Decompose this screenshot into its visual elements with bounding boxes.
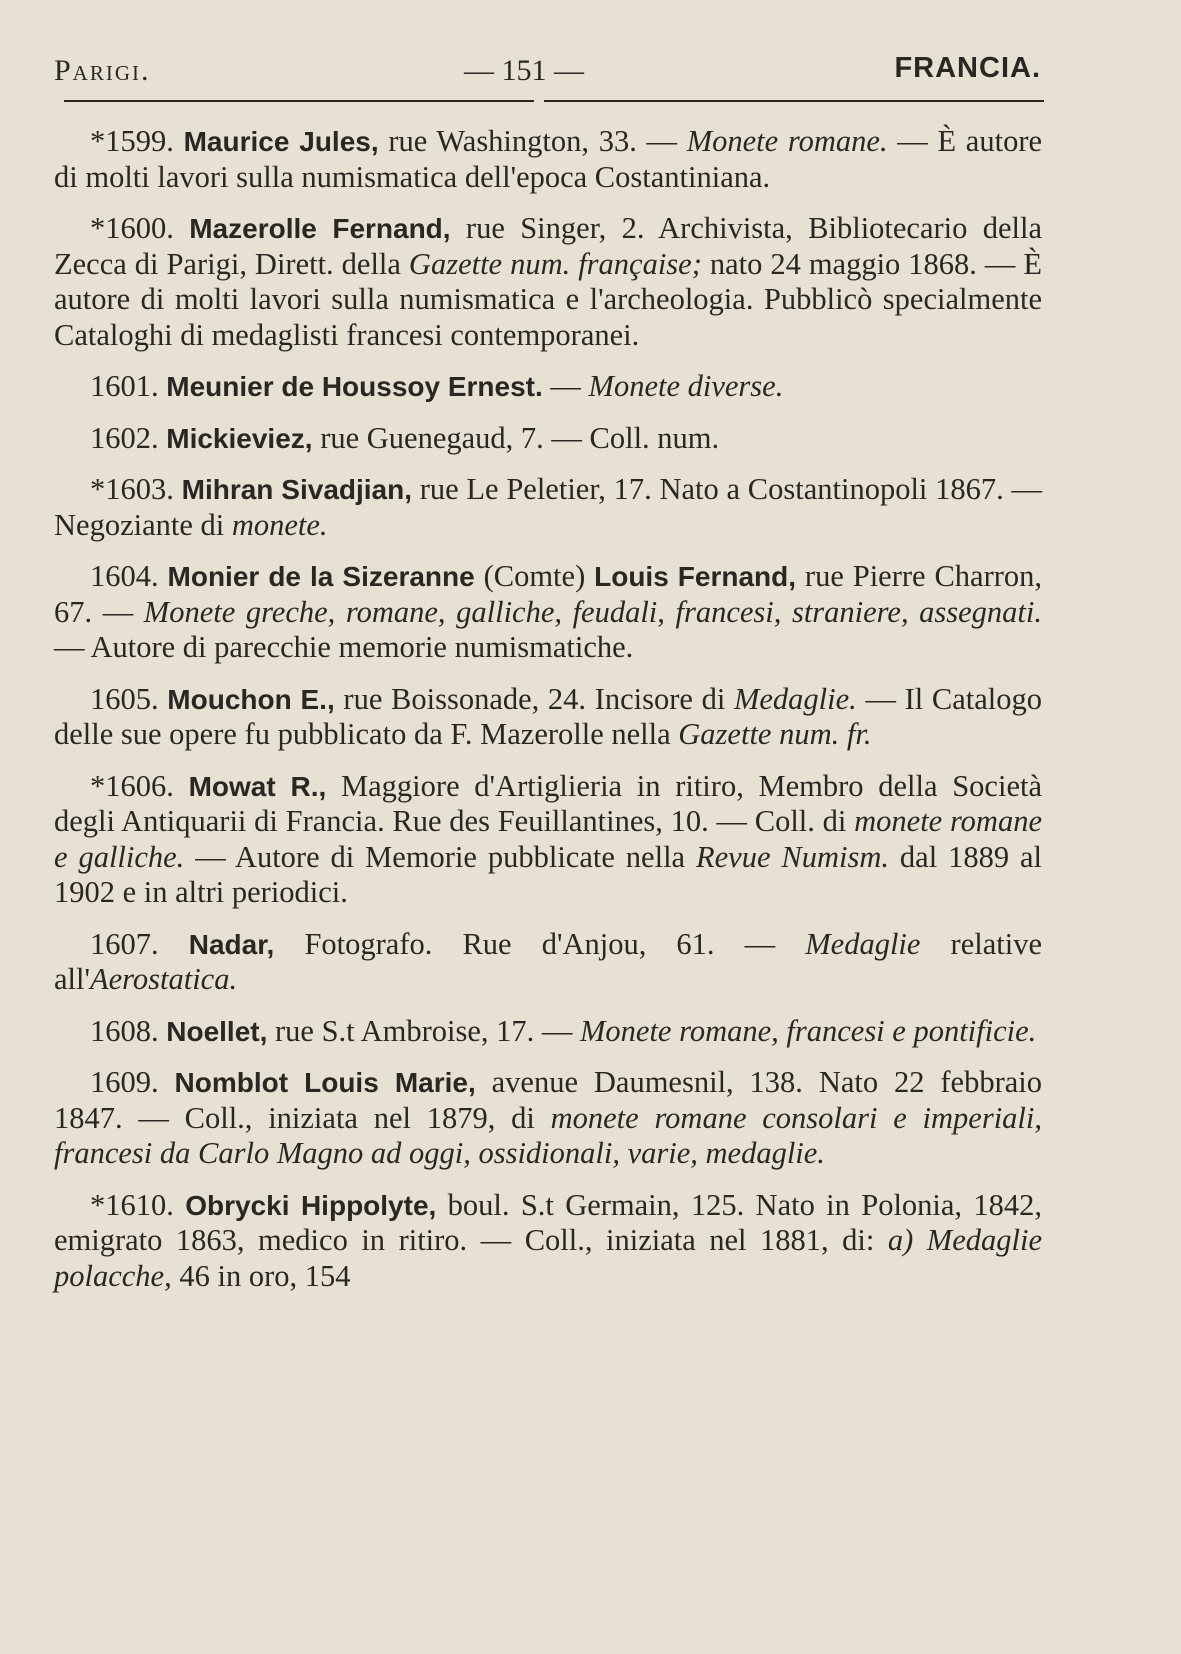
directory-entry xyxy=(54,927,1042,998)
entry-lead xyxy=(54,211,451,245)
entry-number: 1601. xyxy=(90,369,167,403)
entry-italic-text: Revue Numism. xyxy=(695,839,889,874)
entry-italic-text: monete romane e galliche. xyxy=(54,804,1042,874)
directory-entry xyxy=(54,211,1042,353)
entry-text: nato 24 maggio 1868. — È autore di molti lavori sulla numismatica e l'archeologia. Pubblicò specialmente Cataloghi di medaglisti francesi contemporanei. xyxy=(54,246,1042,352)
entry-number: 1604. xyxy=(90,559,168,593)
directory-entry xyxy=(54,559,1042,666)
entry-text: avenue Daumesnil, 138. Nato 22 febbraio 1847. — Coll., iniziata nel 1879, di xyxy=(54,1065,1043,1135)
entry-name: Maurice Jules, xyxy=(183,126,379,157)
directory-entry xyxy=(54,369,1042,405)
entry-text: 46 in oro, 154 xyxy=(171,1258,351,1293)
entry-lead xyxy=(54,1014,267,1048)
entry-name: Mihran Sivadjian, xyxy=(181,474,413,505)
header-city: Parigi. xyxy=(54,54,151,87)
directory-entry xyxy=(54,421,1042,457)
entry-number: 1607. xyxy=(90,926,189,961)
entry-list xyxy=(54,124,1042,1294)
entry-name-part: Louis Fernand, xyxy=(594,561,797,592)
directory-entry xyxy=(54,472,1042,543)
entry-italic-text: Monete romane, francesi e pontificie. xyxy=(580,1013,1037,1048)
entry-text: — Autore di parecchie memorie numismatiche. xyxy=(54,630,634,664)
entry-lead xyxy=(54,421,313,455)
header-country: FRANCIA. xyxy=(894,52,1041,84)
entry-number: 1605. xyxy=(90,681,168,716)
entry-italic-text: Gazette num. française; xyxy=(408,246,702,281)
entry-lead xyxy=(54,472,412,506)
entry-lead xyxy=(54,682,335,716)
entry-lead xyxy=(54,369,543,403)
entry-italic-text: Monete romane. xyxy=(686,124,888,158)
page-number: — 151 — xyxy=(464,54,584,87)
entry-italic-text: Monete greche, romane, galliche, feudali, francesi, straniere, assegnati. xyxy=(143,594,1042,629)
entry-number: *1603. xyxy=(90,472,182,506)
entry-number: *1599. xyxy=(90,124,184,158)
header-rule-right xyxy=(544,100,1044,102)
entry-name: Meunier de Houssoy Ernest. xyxy=(166,371,543,402)
entry-text: rue Washington, 33. — xyxy=(378,124,687,158)
entry-text: Maggiore d'Artiglieria in ritiro, Membro della Società degli Antiquarii di Francia. Rue des Feuillantines, 10. — Coll. di xyxy=(54,768,1042,838)
entry-text: rue Guenegaud, 7. — Coll. num. xyxy=(312,420,720,455)
entry-text: (Comte) xyxy=(474,559,595,593)
directory-entry xyxy=(54,124,1042,195)
entry-italic-text: Medaglie. xyxy=(733,681,857,716)
directory-entry xyxy=(54,1065,1042,1172)
entry-name: Mowat R., xyxy=(188,770,327,802)
entry-name: Monier de la Sizeranne xyxy=(167,561,475,592)
entry-name: Mouchon E., xyxy=(167,683,335,715)
entry-italic-text: Monete diverse. xyxy=(588,369,784,403)
entry-text: — xyxy=(542,369,589,403)
entry-lead xyxy=(54,1065,476,1099)
entry-italic-text: a) Medaglie polacche, xyxy=(54,1223,1042,1293)
entry-number: *1606. xyxy=(90,768,189,803)
directory-entry xyxy=(54,682,1042,753)
entry-lead xyxy=(54,559,475,593)
entry-text: — Autore di Memorie pubblicate nella xyxy=(184,839,696,874)
entry-lead xyxy=(54,927,274,961)
entry-text: Fotografo. Rue d'Anjou, 61. — xyxy=(274,926,806,961)
entry-text: — Il Catalogo delle sue opere fu pubblicato da F. Mazerolle nella xyxy=(54,681,1042,751)
entry-text: dal 1889 al 1902 e in altri periodici. xyxy=(54,839,1042,909)
entry-lead xyxy=(54,124,379,158)
directory-entry xyxy=(54,1014,1042,1050)
entry-name: Nadar, xyxy=(188,928,275,960)
directory-entry xyxy=(54,1188,1042,1295)
entry-italic-text: monete romane consolari e imperiali, francesi da Carlo Magno ad oggi, ossidionali, varie, medaglie. xyxy=(54,1100,1042,1170)
entry-text: — È autore di molti lavori sulla numismatica dell'epoca Costantiniana. xyxy=(54,124,1043,194)
entry-number: *1600. xyxy=(90,211,190,245)
entry-italic-text: Medaglie xyxy=(805,926,921,961)
entry-italic-text: Gazette num. fr. xyxy=(678,717,872,751)
entry-name: Noellet, xyxy=(166,1015,268,1047)
entry-text: relative all' xyxy=(54,926,1042,996)
entry-text: rue Pierre Charron, 67. — xyxy=(54,559,1043,629)
entry-lead xyxy=(54,769,326,803)
running-head xyxy=(54,52,1041,96)
entry-text: rue Singer, 2. Archivista, Bibliotecario della Zecca di Parigi, Dirett. della xyxy=(54,211,1043,281)
directory-entry xyxy=(54,769,1042,911)
entry-number: *1610. xyxy=(90,1187,186,1222)
entry-italic-text: monete. xyxy=(231,507,328,542)
entry-text: rue Le Peletier, 17. Nato a Costantinopoli 1867. — Negoziante di xyxy=(54,472,1043,542)
entry-name: Nomblot Louis Marie, xyxy=(174,1067,476,1098)
entry-number: 1609. xyxy=(90,1065,175,1099)
entry-number: 1608. xyxy=(90,1013,167,1048)
entry-name: Mickieviez, xyxy=(166,422,313,454)
entry-text: rue Boissonade, 24. Incisore di xyxy=(334,681,734,716)
entry-text: rue S.t Ambroise, 17. — xyxy=(267,1013,581,1048)
header-rule xyxy=(54,96,1041,110)
entry-text: boul. S.t Germain, 125. Nato in Polonia, 1842, emigrato 1863, medico in ritiro. — Coll., iniziata nel 1881, di: xyxy=(54,1187,1042,1257)
entry-name: Obrycki Hippolyte, xyxy=(185,1189,437,1221)
header-rule-left xyxy=(64,100,534,102)
entry-number: 1602. xyxy=(90,420,167,455)
entry-name: Mazerolle Fernand, xyxy=(189,213,451,244)
entry-lead xyxy=(54,1188,436,1222)
entry-italic-text: Aerostatica. xyxy=(89,962,238,996)
